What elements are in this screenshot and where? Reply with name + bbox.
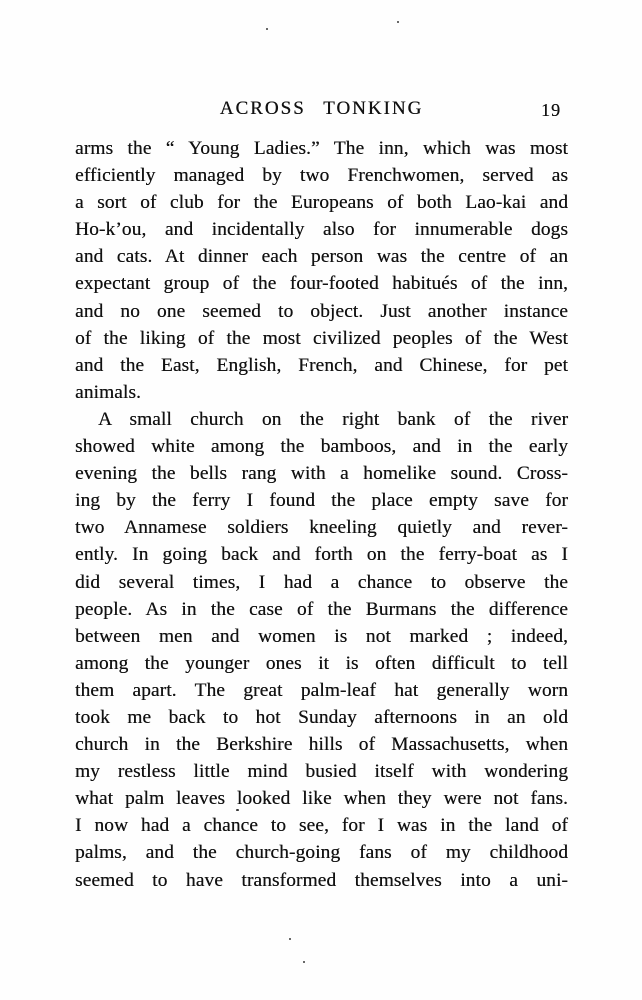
paragraph — [75, 135, 568, 406]
text-line: showed white among the bamboos, and in the early — [75, 436, 568, 458]
text-line: of the liking of the most civilized peoples of the West — [75, 327, 568, 349]
text-line: my restless little mind busied itself with wondering — [75, 761, 568, 783]
text-line: two Annamese soldiers kneeling quietly and rever- — [75, 517, 568, 539]
text-block — [75, 97, 568, 894]
text-line: church in the Berkshire hills of Massachusetts, when — [75, 734, 568, 756]
text-line: efficiently managed by two Frenchwomen, served as — [75, 165, 568, 187]
text-line: ing by the ferry I found the place empty save for — [75, 490, 568, 512]
paragraph — [75, 406, 568, 894]
text-line: seemed to have transformed themselves into a uni- — [75, 869, 568, 891]
text-line: animals. — [75, 381, 141, 403]
text-line: ently. In going back and forth on the ferry-boat as I — [75, 544, 568, 566]
text-line: expectant group of the four-footed habitués of the inn, — [75, 273, 568, 295]
text-line: palms, and the church-going fans of my childhood — [75, 842, 568, 864]
text-line: what palm leaves looked like when they were not fans. — [75, 788, 568, 810]
text-line: took me back to hot Sunday afternoons in an old — [75, 706, 568, 728]
text-line: did several times, I had a chance to observe the — [75, 571, 568, 593]
running-header — [75, 97, 568, 123]
text-line: and cats. At dinner each person was the centre of an — [75, 246, 568, 268]
text-line: I now had a chance to see, for I was in the land of — [75, 815, 568, 837]
scan-speckle — [289, 938, 291, 940]
text-line: arms the “ Young Ladies.” The inn, which was most — [75, 138, 568, 159]
text-line: them apart. The great palm-leaf hat generally worn — [75, 679, 568, 701]
text-line: between men and women is not marked ; indeed, — [75, 625, 568, 647]
text-line: A small church on the right bank of the river — [98, 408, 568, 430]
scan-speckle — [397, 21, 399, 23]
text-line: among the younger ones it is often difficult to tell — [75, 652, 568, 674]
page-body — [75, 135, 568, 894]
page-number: 19 — [541, 100, 561, 120]
text-line: and no one seemed to object. Just another instance — [75, 300, 568, 322]
scan-speckle — [266, 28, 268, 30]
scan-speckle — [303, 961, 305, 963]
chapter-running-title: ACROSS TONKING — [219, 98, 424, 119]
text-line: people. As in the case of the Burmans the difference — [75, 598, 568, 620]
text-line: Ho-k’ou, and incidentally also for innumerable dogs — [75, 219, 568, 241]
text-line: and the East, English, French, and Chinese, for pet — [75, 354, 568, 376]
text-line: evening the bells rang with a homelike sound. Cross- — [75, 463, 568, 485]
text-line: a sort of club for the Europeans of both Lao-kai and — [75, 192, 568, 214]
